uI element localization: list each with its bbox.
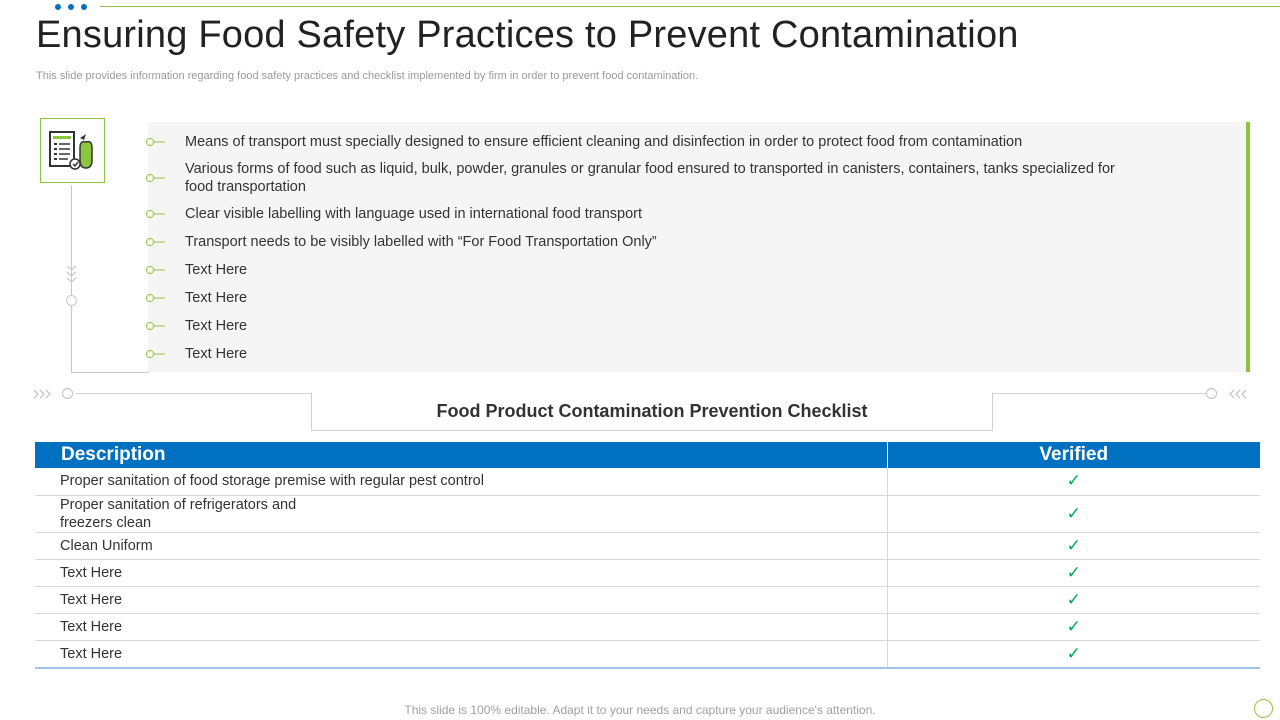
row-description: Text Here — [35, 586, 887, 613]
bullet-node-icon — [145, 173, 165, 183]
panel-accent-bar — [1246, 122, 1250, 372]
top-accent-line — [100, 6, 1280, 7]
column-header-verified: Verified — [887, 442, 1260, 468]
chevron-left-icon — [1224, 388, 1248, 400]
footer-note: This slide is 100% editable. Adapt it to your needs and capture your audience's attention. — [404, 703, 876, 717]
separator-node — [1206, 388, 1217, 399]
check-icon: ✓ — [887, 586, 1260, 613]
chevron-right-icon — [32, 388, 56, 400]
row-description: Proper sanitation of food storage premise with regular pest control — [35, 468, 887, 495]
check-icon: ✓ — [887, 640, 1260, 668]
timeline-node — [66, 295, 77, 306]
row-description: Clean Uniform — [35, 532, 887, 559]
check-icon: ✓ — [887, 495, 1260, 532]
table-row — [35, 586, 1260, 613]
bullet-item: Text Here — [145, 317, 1145, 335]
separator-line-right — [992, 393, 1206, 394]
table-row — [35, 468, 1260, 495]
bullet-item: Text Here — [145, 261, 1145, 279]
check-icon: ✓ — [887, 559, 1260, 586]
table-header-row — [35, 442, 1260, 468]
chevron-down-icon — [65, 264, 78, 286]
table-row — [35, 559, 1260, 586]
row-description: Text Here — [35, 613, 887, 640]
separator-line-left — [75, 393, 312, 394]
table-row — [35, 640, 1260, 668]
food-checklist-icon — [40, 118, 105, 183]
table-row — [35, 495, 1260, 532]
bullet-node-icon — [145, 265, 165, 275]
timeline-connector — [71, 372, 149, 373]
check-icon: ✓ — [887, 532, 1260, 559]
bullet-node-icon — [145, 321, 165, 331]
check-icon: ✓ — [887, 613, 1260, 640]
checklist-table — [35, 442, 1260, 669]
checklist-title: Food Product Contamination Prevention Checklist — [436, 401, 868, 421]
table-row — [35, 532, 1260, 559]
bullet-item: Text Here — [145, 345, 1145, 363]
bullet-item: Clear visible labelling with language used in international food transport — [145, 205, 1145, 223]
bullet-node-icon — [145, 237, 165, 247]
row-description: Text Here — [35, 559, 887, 586]
table-row — [35, 613, 1260, 640]
corner-circle-icon — [1254, 699, 1273, 718]
bullet-node-icon — [145, 293, 165, 303]
page-subtitle: This slide provides information regarding food safety practices and checklist implemented by firm in order to prevent food contamination. — [36, 70, 699, 82]
checklist-title-box — [311, 393, 993, 431]
check-icon: ✓ — [887, 468, 1260, 495]
bullet-item: Transport needs to be visibly labelled with “For Food Transportation Only” — [145, 233, 1145, 251]
row-description: Text Here — [35, 640, 887, 668]
menu-dots-icon — [55, 4, 87, 10]
row-description: Proper sanitation of refrigerators and freezers clean — [35, 495, 887, 532]
bullet-node-icon — [145, 349, 165, 359]
bullet-node-icon — [145, 137, 165, 147]
separator-node — [62, 388, 73, 399]
bullet-item: Text Here — [145, 289, 1145, 307]
bullet-node-icon — [145, 209, 165, 219]
bullet-item: Various forms of food such as liquid, bulk, powder, granules or granular food ensured to transported in canisters, containers, tanks specialized for food transportation — [145, 160, 1145, 196]
page-title: Ensuring Food Safety Practices to Prevent Contamination — [36, 14, 1019, 56]
column-header-description: Description — [35, 442, 887, 468]
bullet-item: Means of transport must specially designed to ensure efficient cleaning and disinfection in order to protect food from contamination — [145, 133, 1145, 151]
